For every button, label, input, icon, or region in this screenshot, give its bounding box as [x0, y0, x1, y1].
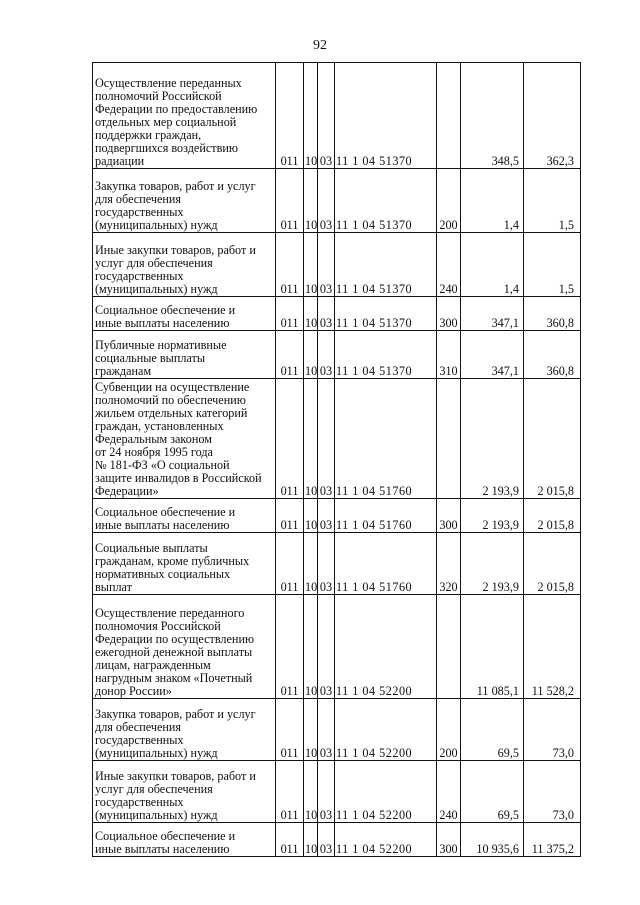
row-description: Социальное обеспечение и иные выплаты населению — [93, 823, 276, 857]
amount-year-2: 2 015,8 — [524, 379, 581, 499]
amount-year-2: 73,0 — [524, 761, 581, 823]
ministry-code: 011 — [276, 823, 304, 857]
program-code: 11 1 04 52200 — [335, 761, 437, 823]
expense-type-code: 300 — [437, 297, 461, 331]
ministry-code: 011 — [276, 331, 304, 379]
amount-year-1: 2 193,9 — [461, 499, 524, 533]
expense-type-code — [437, 595, 461, 699]
amount-year-2: 11 375,2 — [524, 823, 581, 857]
section-code: 10 — [304, 169, 318, 233]
program-code: 11 1 04 51370 — [335, 233, 437, 297]
section-code: 10 — [304, 331, 318, 379]
amount-year-2: 1,5 — [524, 233, 581, 297]
program-code: 11 1 04 51370 — [335, 331, 437, 379]
program-code: 11 1 04 51370 — [335, 169, 437, 233]
ministry-code: 011 — [276, 63, 304, 169]
subsection-code: 03 — [318, 761, 335, 823]
table-row — [93, 63, 581, 169]
expense-type-code — [437, 63, 461, 169]
expense-type-code: 240 — [437, 233, 461, 297]
expense-type-code — [437, 379, 461, 499]
amount-year-1: 11 085,1 — [461, 595, 524, 699]
amount-year-2: 11 528,2 — [524, 595, 581, 699]
table-row — [93, 233, 581, 297]
expense-type-code: 310 — [437, 331, 461, 379]
amount-year-1: 348,5 — [461, 63, 524, 169]
section-code: 10 — [304, 297, 318, 331]
row-description: Осуществление переданных полномочий Российской Федерации по предоставлению отдельных мер социальной поддержки граждан, подвергшихся воздействию радиации — [93, 63, 276, 169]
section-code: 10 — [304, 595, 318, 699]
row-description: Закупка товаров, работ и услуг для обеспечения государственных (муниципальных) нужд — [93, 699, 276, 761]
section-code: 10 — [304, 499, 318, 533]
expense-type-code: 200 — [437, 699, 461, 761]
amount-year-1: 347,1 — [461, 297, 524, 331]
amount-year-2: 2 015,8 — [524, 499, 581, 533]
section-code: 10 — [304, 699, 318, 761]
ministry-code: 011 — [276, 169, 304, 233]
table-row — [93, 595, 581, 699]
section-code: 10 — [304, 379, 318, 499]
program-code: 11 1 04 51370 — [335, 297, 437, 331]
expense-type-code: 320 — [437, 533, 461, 595]
expense-type-code: 240 — [437, 761, 461, 823]
ministry-code: 011 — [276, 499, 304, 533]
program-code: 11 1 04 52200 — [335, 699, 437, 761]
program-code: 11 1 04 52200 — [335, 823, 437, 857]
subsection-code: 03 — [318, 169, 335, 233]
program-code: 11 1 04 51760 — [335, 533, 437, 595]
table-row — [93, 379, 581, 499]
amount-year-1: 1,4 — [461, 233, 524, 297]
ministry-code: 011 — [276, 699, 304, 761]
table-row — [93, 297, 581, 331]
section-code: 10 — [304, 823, 318, 857]
subsection-code: 03 — [318, 63, 335, 169]
amount-year-1: 69,5 — [461, 699, 524, 761]
row-description: Субвенции на осуществление полномочий по обеспечению жильем отдельных категорий граждан, установленных Федеральным законом от 24 ноября 1995 года № 181-ФЗ «О социальной защите инвалидов в Российской Федерации» — [93, 379, 276, 499]
row-description: Закупка товаров, работ и услуг для обеспечения государственных (муниципальных) нужд — [93, 169, 276, 233]
amount-year-2: 2 015,8 — [524, 533, 581, 595]
row-description: Публичные нормативные социальные выплаты гражданам — [93, 331, 276, 379]
amount-year-1: 69,5 — [461, 761, 524, 823]
page-number: 92 — [313, 38, 327, 53]
amount-year-2: 1,5 — [524, 169, 581, 233]
ministry-code: 011 — [276, 379, 304, 499]
amount-year-1: 10 935,6 — [461, 823, 524, 857]
section-code: 10 — [304, 761, 318, 823]
ministry-code: 011 — [276, 297, 304, 331]
amount-year-1: 347,1 — [461, 331, 524, 379]
section-code: 10 — [304, 63, 318, 169]
row-description: Иные закупки товаров, работ и услуг для обеспечения государственных (муниципальных) нужд — [93, 761, 276, 823]
program-code: 11 1 04 51370 — [335, 63, 437, 169]
amount-year-1: 1,4 — [461, 169, 524, 233]
table-row — [93, 169, 581, 233]
row-description: Социальные выплаты гражданам, кроме публичных нормативных социальных выплат — [93, 533, 276, 595]
table-row — [93, 823, 581, 857]
program-code: 11 1 04 51760 — [335, 499, 437, 533]
amount-year-2: 73,0 — [524, 699, 581, 761]
expense-type-code: 300 — [437, 499, 461, 533]
expense-type-code: 300 — [437, 823, 461, 857]
subsection-code: 03 — [318, 499, 335, 533]
row-description: Социальное обеспечение и иные выплаты населению — [93, 297, 276, 331]
budget-table — [92, 62, 581, 857]
subsection-code: 03 — [318, 595, 335, 699]
subsection-code: 03 — [318, 297, 335, 331]
ministry-code: 011 — [276, 233, 304, 297]
amount-year-2: 360,8 — [524, 331, 581, 379]
table-row — [93, 699, 581, 761]
subsection-code: 03 — [318, 233, 335, 297]
subsection-code: 03 — [318, 823, 335, 857]
amount-year-2: 362,3 — [524, 63, 581, 169]
table-row — [93, 533, 581, 595]
program-code: 11 1 04 51760 — [335, 379, 437, 499]
ministry-code: 011 — [276, 533, 304, 595]
subsection-code: 03 — [318, 331, 335, 379]
ministry-code: 011 — [276, 761, 304, 823]
row-description: Социальное обеспечение и иные выплаты населению — [93, 499, 276, 533]
program-code: 11 1 04 52200 — [335, 595, 437, 699]
section-code: 10 — [304, 233, 318, 297]
amount-year-1: 2 193,9 — [461, 533, 524, 595]
table-row — [93, 761, 581, 823]
amount-year-1: 2 193,9 — [461, 379, 524, 499]
subsection-code: 03 — [318, 699, 335, 761]
row-description: Иные закупки товаров, работ и услуг для обеспечения государственных (муниципальных) нужд — [93, 233, 276, 297]
row-description: Осуществление переданного полномочия Российской Федерации по осуществлению ежегодной денежной выплаты лицам, награжденным нагрудным знаком «Почетный донор России» — [93, 595, 276, 699]
subsection-code: 03 — [318, 533, 335, 595]
amount-year-2: 360,8 — [524, 297, 581, 331]
ministry-code: 011 — [276, 595, 304, 699]
table-row — [93, 499, 581, 533]
expense-type-code: 200 — [437, 169, 461, 233]
table-row — [93, 331, 581, 379]
section-code: 10 — [304, 533, 318, 595]
subsection-code: 03 — [318, 379, 335, 499]
